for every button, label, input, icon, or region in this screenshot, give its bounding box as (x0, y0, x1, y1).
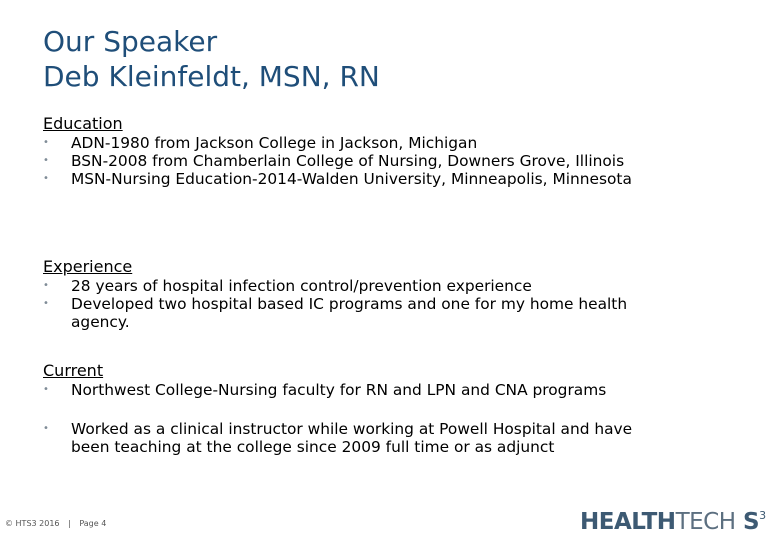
list-item-text: MSN-Nursing Education-2014-Walden University, Minneapolis, Minnesota (71, 170, 632, 188)
current-heading: Current (43, 361, 104, 380)
bullet-icon: • (43, 298, 49, 309)
education-section (43, 114, 663, 188)
bullet-icon: • (43, 280, 49, 291)
experience-heading: Experience (43, 257, 133, 276)
list-item-text: BSN-2008 from Chamberlain College of Nursing, Downers Grove, Illinois (71, 152, 625, 170)
logo-tech: TECH (675, 509, 736, 535)
logo-s: S (735, 509, 760, 535)
healthtech-logo (580, 509, 766, 535)
bullet-icon: • (43, 173, 49, 184)
list-item-text: Worked as a clinical instructor while working at Powell Hospital and have been teaching at the college since 2009 full time or as adjunct (71, 420, 633, 456)
bullet-icon: • (43, 137, 49, 148)
list-item (43, 295, 641, 331)
experience-list (43, 277, 663, 331)
list-item-text: 28 years of hospital infection control/prevention experience (71, 277, 532, 295)
list-item (43, 381, 611, 399)
list-item-text: ADN-1980 from Jackson College in Jackson, Michigan (71, 134, 478, 152)
list-item-text: Developed two hospital based IC programs and one for my home health agency. (71, 295, 628, 331)
education-heading: Education (43, 114, 123, 133)
logo-health: HEALTH (580, 509, 676, 535)
title-line-1: Our Speaker (43, 25, 218, 58)
list-item (43, 152, 636, 170)
list-item-text: Northwest College-Nursing faculty for RN and LPN and CNA programs (71, 381, 607, 399)
bullet-icon: • (43, 384, 49, 395)
experience-section (43, 257, 663, 331)
slide-title (43, 24, 380, 94)
page-number: Page 4 (79, 519, 107, 528)
education-list (43, 134, 663, 188)
bullet-icon: • (43, 155, 49, 166)
logo-sup: 3 (759, 509, 766, 522)
title-line-2: Deb Kleinfeldt, MSN, RN (43, 60, 380, 93)
list-item (43, 170, 636, 188)
bullet-icon: • (43, 423, 49, 434)
footer-separator: | (68, 519, 71, 528)
current-section (43, 361, 663, 456)
list-item (43, 420, 661, 456)
copyright-text: © HTS3 2016 (5, 519, 60, 528)
list-item (43, 134, 636, 152)
footer (5, 519, 112, 528)
current-list (43, 381, 663, 456)
list-item (43, 277, 641, 295)
